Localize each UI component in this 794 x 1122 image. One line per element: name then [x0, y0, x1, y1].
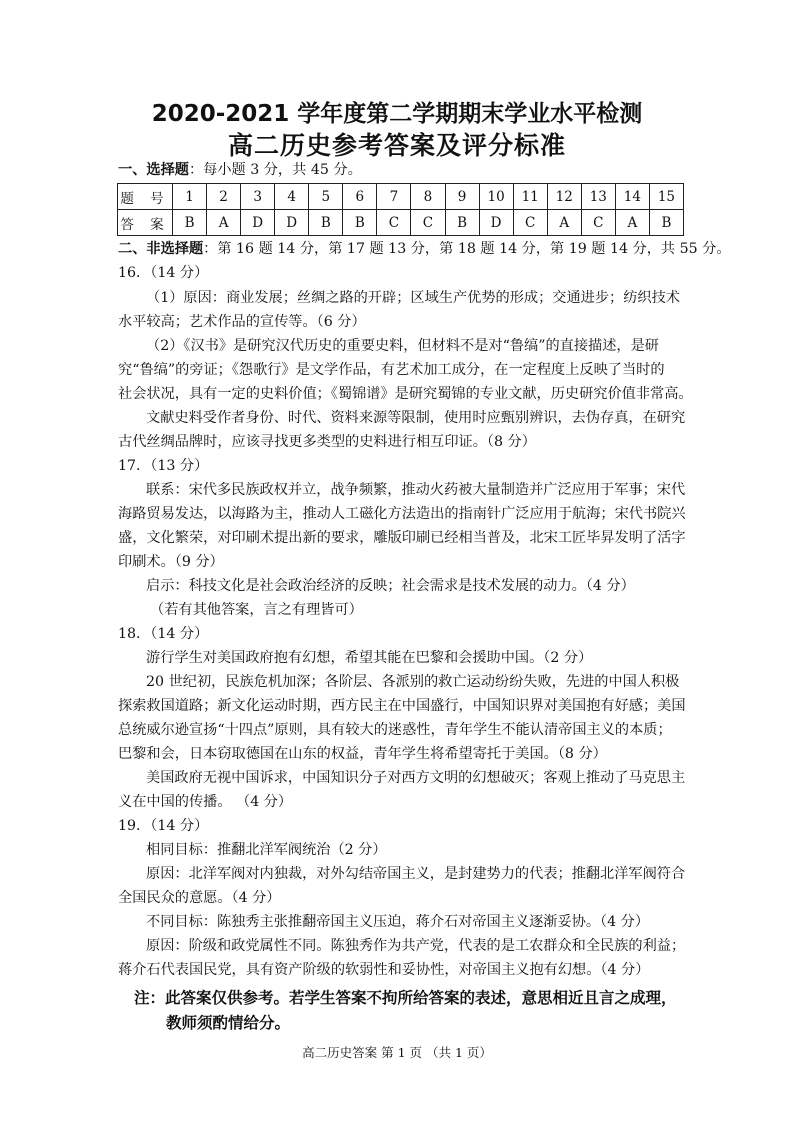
- q17-para-2: 启示：科技文化是社会政治经济的反映；社会需求是技术发展的动力。（4 分）: [146, 578, 635, 594]
- section1-desc: ：每小题 3 分，共 45 分。: [188, 162, 362, 178]
- question-number: 12: [547, 184, 581, 210]
- q16-para-2: （2）《汉书》是研究汉代历史的重要史料，但材料不是对“鲁缟”的直接描述，是研: [146, 338, 659, 354]
- question-number: 4: [275, 184, 309, 210]
- answer-cell: D: [275, 210, 309, 236]
- q17-header: 17．（13 分）: [118, 458, 209, 474]
- question-number: 6: [343, 184, 377, 210]
- question-number: 7: [377, 184, 411, 210]
- row-label-number: 题 号: [118, 184, 173, 210]
- q16-para-1: （1）原因：商业发展；丝绸之路的开辟；区域生产优势的形成；交通进步；纺织技术: [146, 290, 680, 306]
- q18-para-3-cont: 义在中国的传播。 （4 分）: [118, 794, 293, 810]
- answer-cell: D: [241, 210, 275, 236]
- question-number: 15: [649, 184, 683, 210]
- answer-cell: C: [411, 210, 445, 236]
- note-line-1: 注：此答案仅供参考。若学生答案不拘所给答案的表述，意思相近且言之成理，: [134, 989, 677, 1007]
- section1-header: [118, 160, 678, 180]
- q19-para-2: 原因：北洋军阀对内独裁，对外勾结帝国主义，是封建势力的代表；推翻北洋军阀符合: [146, 866, 686, 882]
- answer-cell: B: [649, 210, 683, 236]
- page-footer: 高二历史答案 第 1 页 （共 1 页）: [302, 1045, 492, 1060]
- q17-para-1-cont: 盛，文化繁荣，对印刷术提出新的要求，雕版印刷已经相当普及，北宋工匠毕昇发明了活字: [118, 530, 686, 546]
- answer-cell: A: [207, 210, 241, 236]
- question-number: 2: [207, 184, 241, 210]
- answer-cell: C: [581, 210, 615, 236]
- q17-para-1-cont: 海路贸易发达，以海路为主，推动人工磁化方法造出的指南针广泛应用于航海；宋代书院兴: [118, 506, 686, 522]
- page-subtitle: 高二历史参考答案及评分标准: [227, 131, 566, 160]
- q18-para-2-cont: 探索救国道路；新文化运动时期，西方民主在中国盛行，中国知识界对美国抱有好感；美国: [118, 698, 686, 714]
- q19-para-4-cont: 蒋介石代表国民党，具有资产阶级的软弱性和妥协性，对帝国主义抱有幻想。（4 分）: [118, 962, 650, 978]
- q16-para-3: 文献史料受作者身份、时代、资料来源等限制，使用时应甄别辨识，去伪存真，在研究: [146, 410, 686, 426]
- q19-header: 19．（14 分）: [118, 818, 209, 834]
- question-number: 8: [411, 184, 445, 210]
- q18-para-1: 游行学生对美国政府抱有幻想，希望其能在巴黎和会援助中国。（2 分）: [146, 650, 593, 666]
- question-number: 13: [581, 184, 615, 210]
- note-line-2: 教师须酌情给分。: [166, 1014, 291, 1032]
- q17-note: （若有其他答案，言之有理皆可）: [150, 602, 363, 618]
- q16-para-2-cont: 究“鲁缟”的旁证；《怨歌行》是文学作品，有艺术加工成分，在一定程度上反映了当时的: [118, 362, 665, 378]
- question-number: 10: [479, 184, 513, 210]
- section1-heading: 一、选择题: [118, 162, 189, 178]
- q18-para-3: 美国政府无视中国诉求，中国知识分子对西方文明的幻想破灭；客观上推动了马克思主: [146, 770, 686, 786]
- question-number: 11: [513, 184, 547, 210]
- question-number: 14: [615, 184, 649, 210]
- q16-para-2-cont: 社会状况，具有一定的史料价值；《蜀锦谱》是研究蜀锦的专业文献，历史研究价值非常高。: [118, 386, 693, 402]
- answer-table: [117, 183, 684, 236]
- section2-header: [118, 239, 731, 259]
- q19-para-2-cont: 全国民众的意愿。（4 分）: [118, 890, 281, 906]
- question-number: 9: [445, 184, 479, 210]
- q18-para-2: 20 世纪初，民族危机加深；各阶层、各派别的救亡运动纷纷失败，先进的中国人积极: [146, 674, 680, 690]
- question-number: 5: [309, 184, 343, 210]
- answer-cell: B: [309, 210, 343, 236]
- answer-cell: B: [173, 210, 207, 236]
- section2-heading: 二、非选择题: [118, 241, 204, 257]
- q16-para-3-cont: 古代丝绸品牌时，应该寻找更多类型的史料进行相互印证。（8 分）: [118, 434, 536, 450]
- q17-para-1-cont: 印刷术。（9 分）: [118, 554, 224, 570]
- q18-para-2-cont: 总统威尔逊宣扬“十四点”原则，具有较大的迷惑性，青年学生不能认清帝国主义的本质；: [118, 722, 672, 738]
- answer-cell: B: [445, 210, 479, 236]
- q17-para-1: 联系：宋代多民族政权并立，战争频繁，推动火药被大量制造并广泛应用于军事；宋代: [146, 482, 686, 498]
- question-number: 1: [173, 184, 207, 210]
- q16-para-1-cont: 水平较高；艺术作品的宣传等。（6 分）: [118, 314, 366, 330]
- answer-cell: C: [377, 210, 411, 236]
- answer-cell: D: [479, 210, 513, 236]
- question-number: 3: [241, 184, 275, 210]
- answer-table-row-answers: [118, 210, 684, 236]
- section2-desc: ：第 16 题 14 分，第 17 题 13 分，第 18 题 14 分，第 19 题 14 分，共 55 分。: [203, 241, 731, 257]
- q19-para-4: 原因：阶级和政党属性不同。陈独秀作为共产党，代表的是工农群众和全民族的利益；: [146, 938, 686, 954]
- answer-cell: A: [547, 210, 581, 236]
- answer-cell: C: [513, 210, 547, 236]
- q18-header: 18．（14 分）: [118, 626, 209, 642]
- answer-table-row-numbers: [118, 184, 684, 210]
- q16-header: 16．（14 分）: [118, 265, 209, 281]
- q19-para-3: 不同目标：陈独秀主张推翻帝国主义压迫，蒋介石对帝国主义逐渐妥协。（4 分）: [146, 914, 650, 930]
- q19-para-1: 相同目标：推翻北洋军阀统治（2 分）: [146, 842, 387, 858]
- q18-para-2-cont: 巴黎和会，日本窃取德国在山东的权益，青年学生将希望寄托于美国。（8 分）: [118, 746, 607, 762]
- answer-cell: B: [343, 210, 377, 236]
- page-title: 2020-2021 学年度第二学期期末学业水平检测: [151, 101, 643, 127]
- row-label-answer: 答 案: [118, 210, 173, 236]
- answer-cell: A: [615, 210, 649, 236]
